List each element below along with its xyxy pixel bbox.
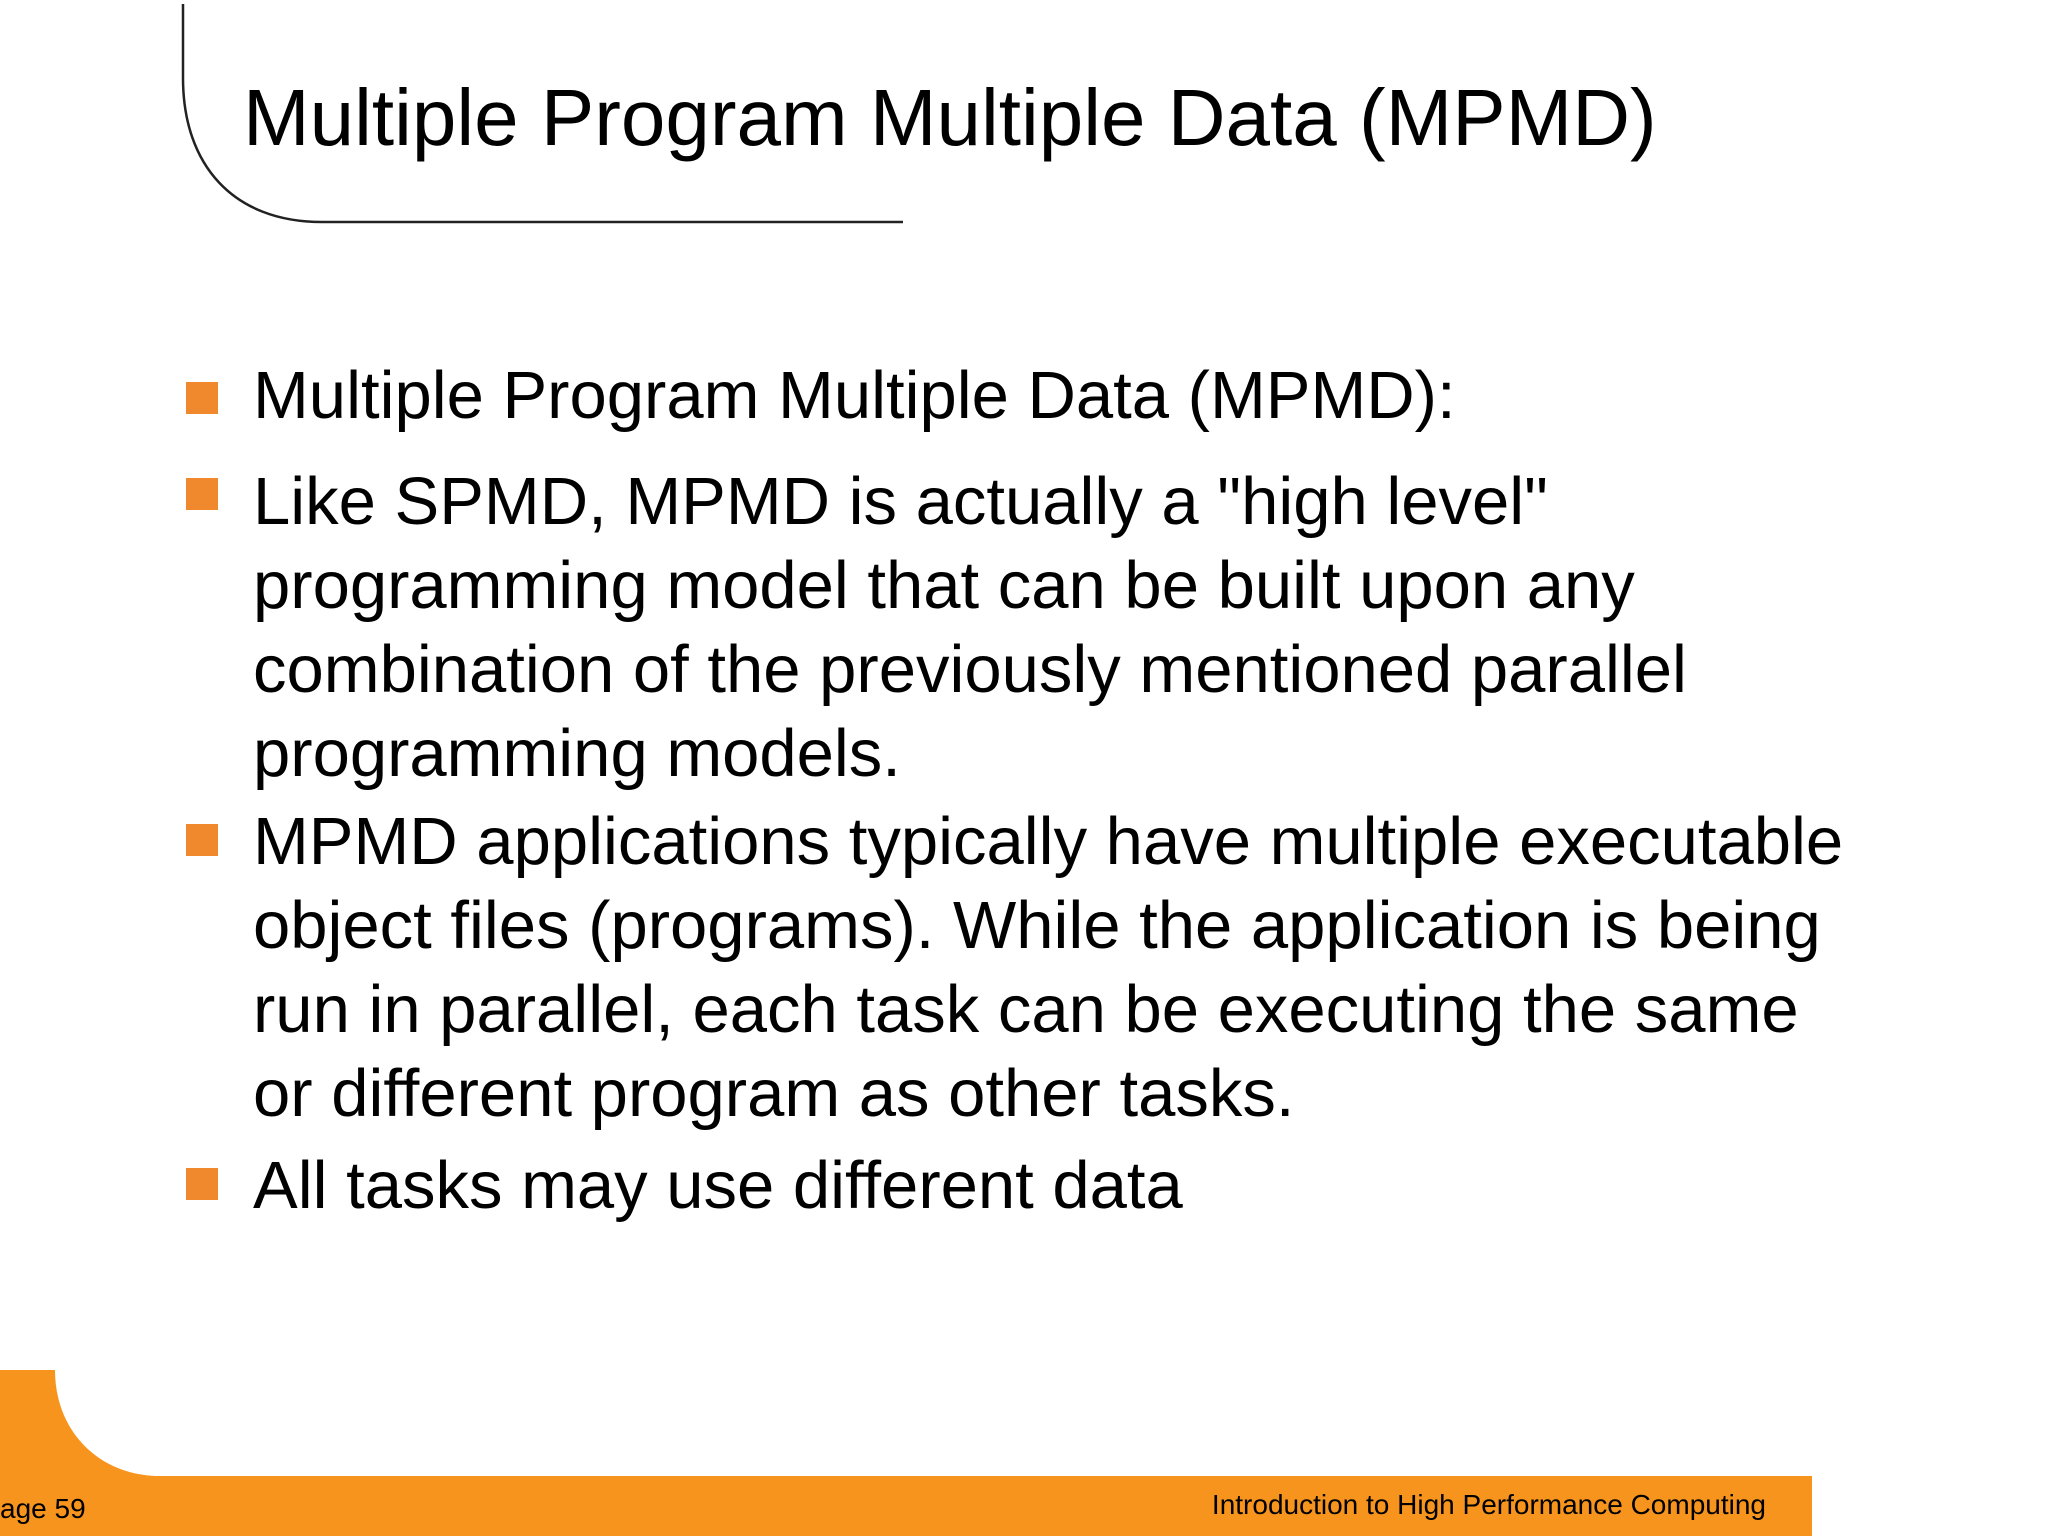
bullet-square-icon xyxy=(186,478,218,510)
course-title: Introduction to High Performance Computing xyxy=(1211,1489,1766,1520)
bullet-text: Like SPMD, MPMD is actually a "high level" programming model that can be built upon any combination of the previously mentioned parallel programming models. xyxy=(253,464,1687,791)
page-number: age 59 xyxy=(0,1493,86,1524)
bullet-text: Multiple Program Multiple Data (MPMD): xyxy=(253,358,1456,433)
bullet-square-icon xyxy=(186,1168,218,1200)
slide-footer xyxy=(0,1370,2048,1536)
bullet-text: MPMD applications typically have multiple executable object files (programs). While the application is being run in parallel, each task can be executing the same or different program as other tasks. xyxy=(253,804,1844,1131)
bullet-text: All tasks may use different data xyxy=(253,1148,1183,1223)
bullet-square-icon xyxy=(186,382,218,414)
bullet-square-icon xyxy=(186,824,218,856)
slide-title: Multiple Program Multiple Data (MPMD) xyxy=(243,73,1657,162)
